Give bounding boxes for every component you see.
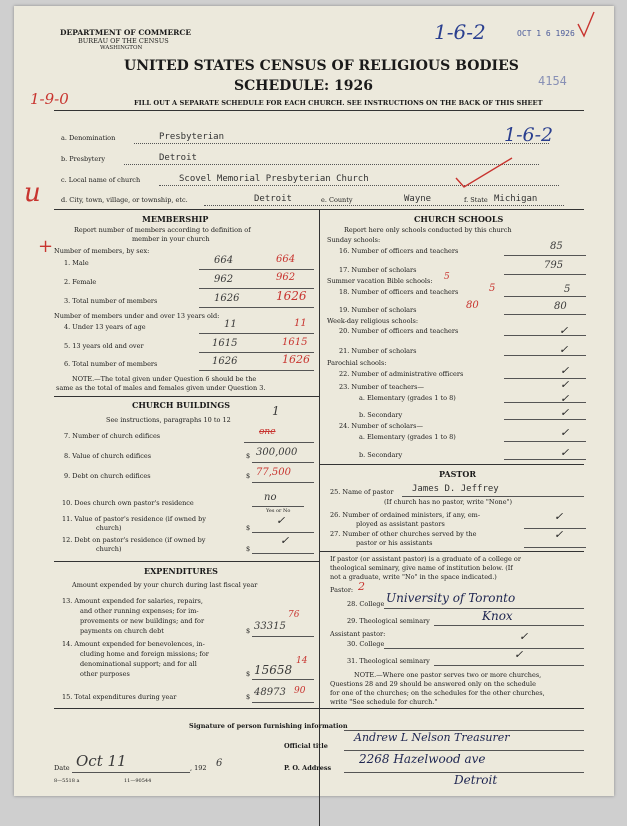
q29-label: 29. Theological seminary	[347, 617, 430, 625]
q10-value: no	[264, 492, 277, 503]
city-line	[204, 205, 564, 206]
q27-check: ✓	[554, 528, 564, 541]
q21-label: 21. Number of scholars	[339, 347, 417, 355]
q24b-label: b. Secondary	[359, 451, 403, 459]
q2-hand: 962	[276, 272, 296, 283]
county-value: Wayne	[404, 194, 432, 204]
q9-label: 9. Debt on church edifices	[64, 472, 151, 480]
q16-value: 85	[550, 241, 563, 252]
q16-label: 16. Number of officers and teachers	[339, 247, 459, 255]
q19-label: 19. Number of scholars	[339, 306, 417, 314]
q4-label: 4. Under 13 years of age	[64, 323, 146, 331]
q15-cents: 90	[294, 686, 306, 696]
divider	[54, 110, 584, 111]
q14-label: 14. Amount expended for benevolences, in- cluding home and foreign missions; for denominational support; and for all other purposes	[62, 640, 209, 678]
q23-label: 23. Number of teachers—	[339, 383, 424, 391]
grad-line-3: not a graduate, write "No" in the space indicated.)	[330, 573, 497, 581]
pastor-label: Pastor:	[330, 586, 354, 594]
q9-value: 77,500	[256, 467, 291, 478]
q24b-check: ✓	[560, 446, 570, 459]
q24a-label: a. Elementary (grades 1 to 8)	[359, 433, 456, 441]
pastor-heading: PASTOR	[439, 469, 476, 479]
q4-hand: 11	[294, 318, 307, 329]
q30-label: 30. College	[347, 640, 385, 648]
q15-value: 48973	[254, 687, 286, 698]
q25-note: (If church has no pastor, write "None")	[384, 498, 513, 506]
q29-value: Knox	[482, 609, 513, 623]
q3-typed: 1626	[214, 293, 240, 304]
q26-label-a: 26. Number of ordained ministers, if any, em-	[330, 511, 481, 519]
q18-label: 18. Number of officers and teachers	[339, 288, 459, 296]
q20-label: 20. Number of officers and teachers	[339, 327, 459, 335]
margin-mark: u	[24, 178, 41, 208]
date-value: Oct 11	[76, 752, 127, 770]
q5-label: 5. 13 years old and over	[64, 342, 144, 350]
pastor-mark: 2	[358, 580, 365, 593]
q8-value: 300,000	[256, 447, 298, 458]
church-name-value: Scovel Memorial Presbyterian Church	[179, 174, 369, 184]
q12-label-a: 12. Debt on pastor's residence (if owned by	[62, 536, 206, 544]
q27-label-a: 27. Number of other churches served by the	[330, 530, 477, 538]
q18-value-pencil: 5	[564, 284, 571, 295]
address-value-2: Detroit	[454, 773, 498, 787]
church-name-label: c. Local name of church	[61, 176, 141, 184]
check-mark-church	[454, 156, 514, 190]
denomination-label: a. Denomination	[61, 134, 116, 142]
pastor-note-1: NOTE.—Where one pastor serves two or more churches,	[354, 671, 542, 679]
membership-note-1: NOTE.—The total given under Question 6 should be the	[72, 375, 257, 383]
q27-label-b: pastor or his assistants	[356, 539, 433, 547]
q10-sub: Yes or No	[266, 508, 291, 514]
q31-check: ✓	[514, 648, 524, 661]
q22-check: ✓	[560, 364, 570, 377]
schedule-number: 4154	[538, 74, 567, 88]
schools-sub: Report here only schools conducted by this church	[344, 226, 512, 234]
q22-label: 22. Number of administrative officers	[339, 370, 464, 378]
presbytery-label: b. Presbytery	[61, 155, 106, 163]
q23a-label: a. Elementary (grades 1 to 8)	[359, 394, 456, 402]
state-value: Michigan	[494, 194, 538, 204]
q12-label-b: church)	[96, 545, 122, 553]
county-label: e. County	[321, 196, 353, 204]
q7-hand-count: 1	[272, 404, 280, 418]
q1-label: 1. Male	[64, 259, 89, 267]
buildings-sub: See instructions, paragraphs 10 to 12	[106, 416, 231, 424]
note-right: 1-6-2	[504, 124, 554, 146]
q23-check: ✓	[560, 378, 570, 391]
q28-value: University of Toronto	[386, 591, 516, 605]
q3-label: 3. Total number of members	[64, 297, 158, 305]
q12-check: ✓	[280, 534, 290, 547]
q18-value: 5	[489, 283, 496, 294]
q4-typed: 11	[224, 319, 237, 330]
q13-value: 33315	[254, 621, 286, 632]
schools-heading: CHURCH SCHOOLS	[414, 214, 504, 224]
q10-label: 10. Does church own pastor's residence	[62, 499, 194, 507]
q3-hand: 1626	[276, 289, 307, 303]
q14-value: 15658	[254, 663, 293, 677]
note-left: 1-9-0	[30, 90, 69, 108]
grad-line-1: If pastor (or assistant pastor) is a graduate of a college or	[330, 555, 521, 563]
q7-label: 7. Number of church edifices	[64, 432, 161, 440]
state-label: f. State	[464, 196, 488, 204]
q19-value-pencil: 80	[554, 301, 567, 312]
q26-check: ✓	[554, 510, 564, 523]
address-value: 2268 Hazelwood ave	[359, 752, 486, 766]
q11-label-b: church)	[96, 524, 122, 532]
city-label: WASHINGTON	[100, 45, 143, 51]
q25-label: 25. Name of pastor	[330, 488, 394, 496]
q20-check: ✓	[559, 324, 569, 337]
buildings-heading: CHURCH BUILDINGS	[132, 400, 230, 410]
city-value: Detroit	[254, 194, 292, 204]
q26-label-b: ployed as assistant pastors	[356, 520, 445, 528]
title-value: Andrew L Nelson Treasurer	[354, 731, 510, 744]
title-label: Official title	[284, 742, 328, 750]
q24-label: 24. Number of scholars—	[339, 422, 423, 430]
bureau-label: BUREAU OF THE CENSUS	[78, 37, 169, 45]
membership-intro-2: member in your church	[132, 235, 210, 243]
q6-typed: 1626	[212, 356, 238, 367]
expenditures-heading: EXPENDITURES	[144, 566, 218, 576]
form-id: 8—5518 a	[54, 778, 80, 784]
q1-hand: 664	[276, 254, 296, 265]
q28-label: 28. College	[347, 600, 385, 608]
q7-struck: one	[259, 427, 276, 437]
address-label: P. O. Address	[284, 764, 332, 772]
dept-label: DEPARTMENT OF COMMERCE	[60, 28, 192, 37]
q17-value: 795	[544, 260, 564, 271]
grad-line-2: theological seminary, give name of institution below. (If	[330, 564, 513, 572]
q19-value: 80	[466, 300, 479, 311]
q23b-check: ✓	[560, 406, 570, 419]
q6-label: 6. Total number of members	[64, 360, 158, 368]
denomination-line	[134, 143, 549, 144]
q23a-check: ✓	[560, 392, 570, 405]
city-label-field: d. City, town, village, or township, etc.	[61, 196, 188, 204]
pastor-note-4: write "See schedule for church."	[330, 698, 438, 706]
q30-check: ✓	[519, 630, 529, 643]
weekday-label: Week-day religious schools:	[327, 317, 419, 325]
q13-cents: 76	[288, 610, 300, 620]
note-top: 1-6-2	[434, 20, 486, 44]
q2-typed: 962	[214, 274, 234, 285]
q23b-label: b. Secondary	[359, 411, 403, 419]
by-sex-label: Number of members, by sex:	[54, 247, 150, 255]
instruction-line: FILL OUT A SEPARATE SCHEDULE FOR EACH CHURCH. SEE INSTRUCTIONS ON THE BACK OF THIS SHEET	[134, 99, 543, 107]
summer-value: 5	[444, 272, 450, 282]
age-note: Number of members under and over 13 years old:	[54, 312, 220, 320]
sunday-label: Sunday schools:	[327, 236, 381, 244]
q24a-check: ✓	[560, 426, 570, 439]
membership-heading: MEMBERSHIP	[142, 214, 209, 224]
signature-label: Signature of person furnishing information	[189, 722, 348, 730]
form-title: UNITED STATES CENSUS OF RELIGIOUS BODIES	[124, 58, 519, 74]
date-label: Date	[54, 764, 70, 772]
q17-label: 17. Number of scholars	[339, 266, 417, 274]
q6-hand: 1626	[282, 353, 310, 366]
presbytery-value: Detroit	[159, 153, 197, 163]
membership-note-2: same as the total of males and females given under Question 3.	[56, 384, 266, 392]
year-label: , 192	[190, 764, 207, 772]
q21-check: ✓	[559, 343, 569, 356]
expenditures-sub: Amount expended by your church during last fiscal year	[72, 581, 258, 589]
q5-hand: 1615	[282, 337, 308, 348]
assistant-label: Assistant pastor:	[330, 630, 386, 638]
q11-label-a: 11. Value of pastor's residence (if owned by	[62, 515, 206, 523]
margin-plus: +	[38, 236, 54, 257]
q2-label: 2. Female	[64, 278, 97, 286]
summer-label: Summer vacation Bible schools:	[327, 277, 433, 285]
pastor-note-3: for one of the churches; on the schedules for the other churches,	[330, 689, 545, 697]
parochial-label: Parochial schools:	[327, 359, 387, 367]
column-divider	[319, 209, 320, 826]
denomination-value: Presbyterian	[159, 132, 225, 142]
pastor-note-2: Questions 28 and 29 should be answered only on the schedule	[330, 680, 536, 688]
q25-value: James D. Jeffrey	[412, 484, 499, 494]
print-id: 11—90544	[124, 778, 152, 784]
census-form-sheet: DEPARTMENT OF COMMERCE BUREAU OF THE CENSUS WASHINGTON UNITED STATES CENSUS OF RELIGIOUS BODIES SCHEDULE: 1926 FILL OUT A SEPARATE SCHEDULE FOR EACH CHURCH. SEE INSTRUCTIONS ON THE BACK OF THIS SHEET OCT 1 6 1926 4154 1-6-2 1-9-0 1-6-2 a. Denomination Presbyterian b. Presbytery Detroit c. Local name of church Scovel Memorial Presbyterian Church d. City, town, village, or township, etc. Detroit e. County Wayne f. State Michigan u + MEMBERSHIP Report number of members according to definition of member in your church Number of members, by sex: 1. Male 664 664 2. Female 962 962 3. Total number of members 1626 1626 Number of members under and over 13 years old: 4. Under 13 years of age 11 11 5. 13 years old and over 1615 1615 6. Total number of members 1626 1626 NOTE.—The total given under Question 6 should be the same as the total of males and females given under Question 3. CHURCH BUILDINGS See instructions, paragraphs 10 to 12 1 7. Number of church edifices one 8. Value of church edifices $ 300,000 9. Debt on church edifices $ 77,500 10. Does church own pastor's residence no Yes or No 11. Value of pastor's residence (if owned by church) $ ✓ 12. Debt on pastor's residence (if owned by church) $ ✓ EXPENDITURES Amount expended by your church during last fiscal year 13. Amount expended for salaries, repairs, and other running expenses; for im- provements or new buildings; and for payments on church debt $ 33315 76 14. Amount expended for benevolences, in- cluding home and foreign missions; for denominational support; and for all other purposes $ 15658 14 15. Total expenditures during year $ 48973 90 CHURCH SCHOOLS Report here only schools conducted by this church Sunday schools: 16. Number of officers and teachers 85 17. Number of scholars 795 Summer vacation Bible schools: 5 18. Number of officers and teachers 5 5 19. Number of scholars 80 80 Week-day religious schools: 20. Number of officers and teachers ✓ 21. Number of scholars ✓ Parochial schools: 22. Number of administrative officers ✓ 23. Number of teachers— ✓ a. Elementary (grades 1 to 8) ✓ b. Secondary ✓ 24. Number of scholars— a. Elementary (grades 1 to 8) ✓ b. Secondary ✓ PASTOR 25. Name of pastor James D. Jeffrey (If church has no pastor, write "None") 26. Number of ordained ministers, if any, em- ployed as assistant pastors ✓ 27. Number of other churches served by the pastor or his assistants ✓ If pastor (or assistant pastor) is a graduate of a college or theological seminary, give name of institution below. (If not a graduate, write "No" in the space indicated.) Pastor: 2 28. College University of Toronto 29. Theological seminary Knox Assistant pastor: 30. College ✓ 31. Theological seminary ✓ NOTE.—Where one pastor serves two or more churches, Questions 28 and 29 should be answered only on the schedule for one of the churches; on the schedules for the other churches, write "See schedule for church." Signature of person furnishing information Official title Andrew L Nelson Treasurer Date Oct 11 , 192 6 P. O. Address 2268 Hazelwood ave Detroit 8—5518 a 11—90544	[14, 6, 614, 796]
q1-typed: 664	[214, 255, 234, 266]
q14-cents: 14	[296, 656, 308, 666]
q13-label: 13. Amount expended for salaries, repairs, and other running expenses; for im- provements or new buildings; and for payments on church debt	[62, 597, 205, 635]
received-stamp: OCT 1 6 1926	[517, 29, 575, 38]
q11-check: ✓	[276, 514, 286, 527]
q8-label: 8. Value of church edifices	[64, 452, 152, 460]
q31-label: 31. Theological seminary	[347, 657, 430, 665]
schedule-title: SCHEDULE: 1926	[234, 78, 374, 94]
q15-label: 15. Total expenditures during year	[62, 693, 177, 701]
q5-typed: 1615	[212, 338, 238, 349]
membership-intro-1: Report number of members according to definition of	[74, 226, 251, 234]
check-mark-top	[576, 10, 596, 40]
year-digit: 6	[216, 758, 223, 769]
